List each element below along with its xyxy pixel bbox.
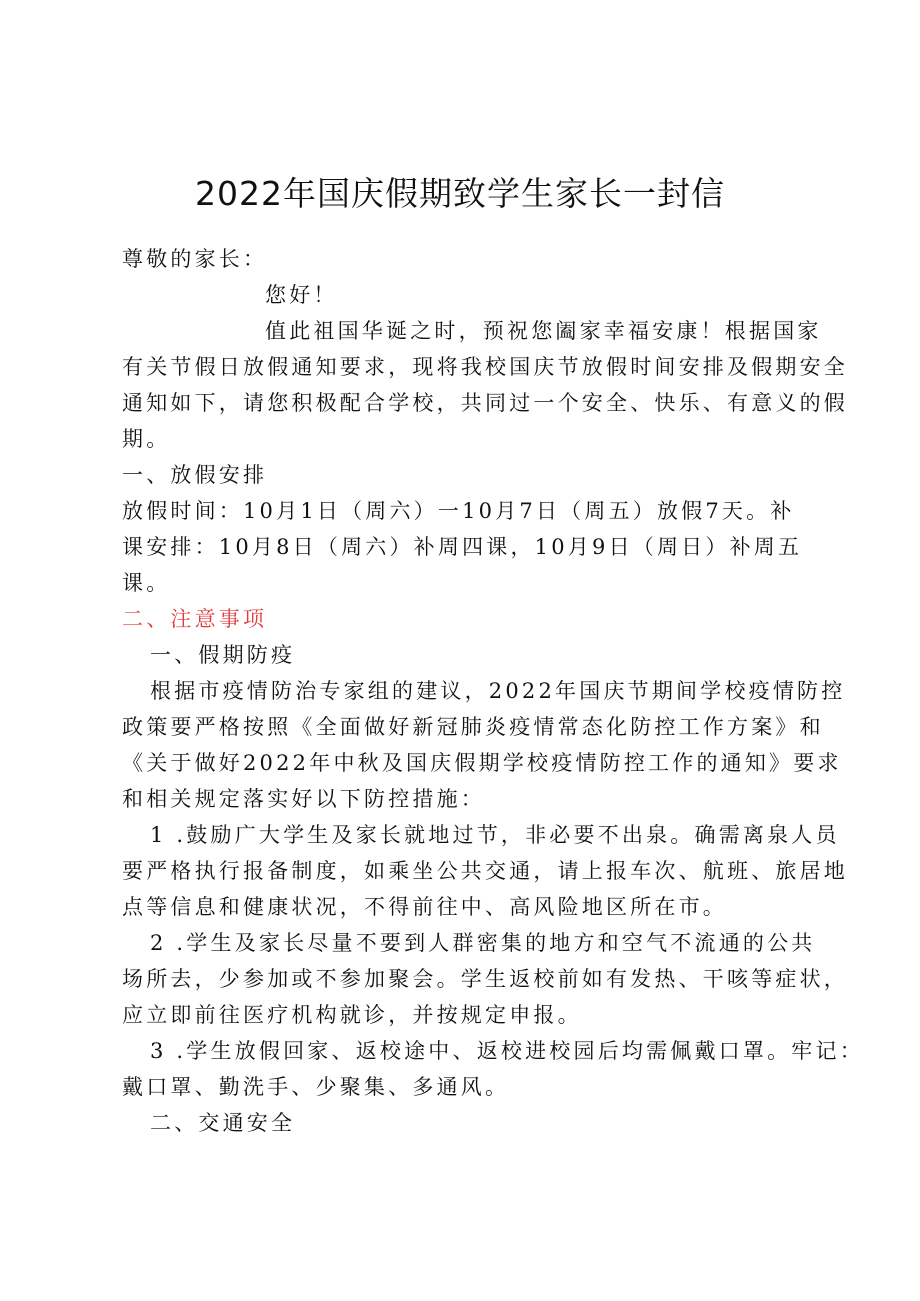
item-2-line-3: 应立即前往医疗机构就诊，并按规定申报。 xyxy=(122,1003,582,1027)
holiday-time-line-2: 课安排：10月8日（周六）补周四课，10月9日（周日）补周五 xyxy=(122,535,803,559)
item-1-line-3: 点等信息和健康状况，不得前往中、高风险地区所在市。 xyxy=(122,895,727,919)
section-heading-notes: 二、注意事项 xyxy=(122,607,268,631)
salutation: 尊敬的家长： xyxy=(122,247,268,271)
item-3-line-1: 3 .学生放假回家、返校途中、返校进校园后均需佩戴口罩。牢记： xyxy=(150,1039,864,1063)
letter-title: 2022年国庆假期致学生家长一封信 xyxy=(195,174,725,213)
item-3-line-2: 戴口罩、勤洗手、少聚集、多通风。 xyxy=(122,1075,510,1099)
subheading-traffic: 二、交通安全 xyxy=(150,1111,296,1135)
holiday-time-line-1: 放假时间：10月1日（周六）一10月7日（周五）放假7天。补 xyxy=(122,499,795,523)
epidemic-para-line-4: 和相关规定落实好以下防控措施： xyxy=(122,787,485,811)
intro-line-4: 期。 xyxy=(122,427,171,451)
item-1-line-2: 要严格执行报备制度，如乘坐公共交通，请上报车次、航班、旅居地 xyxy=(122,859,848,883)
section-heading-holiday: 一、放假安排 xyxy=(122,463,268,487)
subheading-epidemic: 一、假期防疫 xyxy=(150,643,296,667)
epidemic-para-line-1: 根据市疫情防治专家组的建议，2022年国庆节期间学校疫情防控 xyxy=(150,679,846,703)
intro-line-1: 值此祖国华诞之时，预祝您阖家幸福安康！根据国家 xyxy=(265,319,822,343)
epidemic-para-line-3: 《关于做好2022年中秋及国庆假期学校疫情防控工作的通知》要求 xyxy=(122,751,842,775)
intro-line-2: 有关节假日放假通知要求，现将我校国庆节放假时间安排及假期安全 xyxy=(122,355,848,379)
greeting: 您好！ xyxy=(265,283,338,307)
holiday-time-line-3: 课。 xyxy=(122,571,171,595)
item-2-line-2: 场所去，少参加或不参加聚会。学生返校前如有发热、干咳等症状， xyxy=(122,967,848,991)
epidemic-para-line-2: 政策要严格按照《全面做好新冠肺炎疫情常态化防控工作方案》和 xyxy=(122,715,824,739)
item-1-line-1: 1 .鼓励广大学生及家长就地过节，非必要不出泉。确需离泉人员 xyxy=(150,823,840,847)
item-2-line-1: 2 .学生及家长尽量不要到人群密集的地方和空气不流通的公共 xyxy=(150,931,816,955)
intro-line-3: 通知如下，请您积极配合学校，共同过一个安全、快乐、有意义的假 xyxy=(122,391,848,415)
